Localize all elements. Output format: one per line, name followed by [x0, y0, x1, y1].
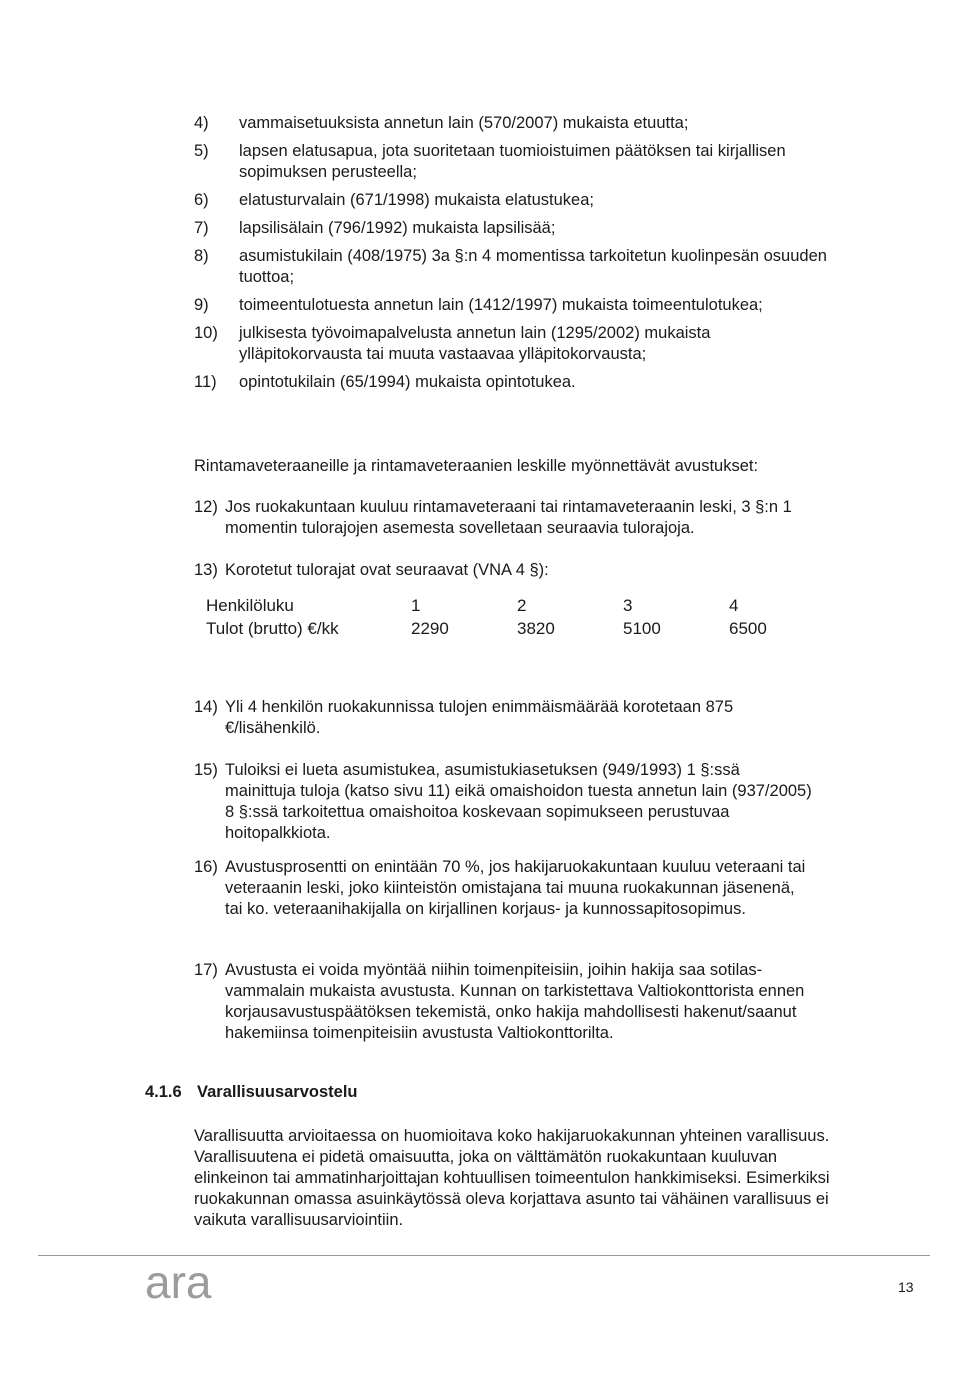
veteran-intro: Rintamaveteraaneille ja rintamaveteraanien leskille myönnettävät avustukset: — [194, 457, 759, 475]
list-item-text: asumistukilain (408/1975) 3a §:n 4 momentissa tarkoitetun kuolinpesän osuuden tuottoa; — [239, 247, 827, 286]
list-item-text: toimeentulotuesta annetun lain (1412/1997) mukaista toimeentulotukea; — [239, 296, 763, 314]
table-header-cell: 3 — [623, 596, 633, 615]
list-item-number: 8) — [194, 247, 209, 265]
page-number: 13 — [898, 1279, 914, 1295]
table-cell: Tulot (brutto) €/kk — [206, 619, 339, 638]
list-item-number: 12) — [194, 498, 218, 516]
list-item — [194, 497, 814, 539]
list-item-number: 5) — [194, 142, 209, 160]
income-exclusions-list — [194, 113, 834, 400]
table-cell: 2290 — [411, 619, 449, 638]
table-cell: 6500 — [729, 619, 767, 638]
list-item-text: julkisesta työvoimapalvelusta annetun lain (1295/2002) mukaista ylläpitokorvausta tai muuta vastaavaa ylläpitokorvausta; — [239, 324, 711, 363]
list-item-number: 6) — [194, 191, 209, 209]
list-item-text: Jos ruokakuntaan kuuluu rintamaveteraani tai rintamaveteraanin leski, 3 §:n 1 momentin tulorajojen asemesta sovelletaan seuraavia tulorajoja. — [225, 498, 792, 537]
list-item-number: 7) — [194, 219, 209, 237]
table-row — [206, 617, 789, 640]
list-item-text: Yli 4 henkilön ruokakunnissa tulojen enimmäismäärää korotetaan 875 €/lisähenkilö. — [225, 698, 734, 737]
table-cell: 3820 — [517, 619, 555, 638]
table-header-cell: 1 — [411, 596, 421, 615]
income-limits-table — [206, 594, 789, 640]
ara-logo — [145, 1256, 217, 1308]
list-item-number: 15) — [194, 761, 218, 779]
list-item-number: 11) — [194, 373, 217, 391]
list-item-number: 17) — [194, 961, 218, 979]
ara-logo-text: ara — [145, 1256, 212, 1308]
list-item — [194, 372, 834, 393]
item-15 — [194, 760, 814, 844]
list-item — [194, 295, 834, 316]
section-heading — [145, 1082, 358, 1103]
item-16 — [194, 857, 814, 920]
table-row — [206, 594, 789, 617]
list-item-text: lapsilisälain (796/1992) mukaista lapsilisää; — [239, 219, 556, 237]
list-item — [194, 560, 814, 581]
table-cell: 5100 — [623, 619, 661, 638]
list-item — [194, 857, 814, 920]
table-header-cell: Henkilöluku — [206, 596, 294, 615]
item-13 — [194, 560, 814, 581]
item-17 — [194, 960, 814, 1044]
list-item — [194, 760, 814, 844]
list-item-text: Avustusprosentti on enintään 70 %, jos hakijaruokakuntaan kuuluu veteraani tai veteraanin leski, joko kiinteistön omistajana tai muuna ruokakunnan jäsenenä, tai ko. veteraanihakijalla on kirjallinen korjaus- ja kunnossapitosopimus. — [225, 858, 806, 918]
list-item-text: Tuloiksi ei lueta asumistukea, asumistukiasetuksen (949/1993) 1 §:ssä mainittuja tuloja (katso sivu 11) eikä omaishoidon tuesta annetun lain (937/2005) 8 §:ssä tarkoitettua omaishoitoa koskevaan sopimukseen perustuvaa hoitopalkkiota. — [225, 761, 812, 842]
table-header-cell: 2 — [517, 596, 527, 615]
list-item-number: 4) — [194, 114, 209, 132]
list-item-text: lapsen elatusapua, jota suoritetaan tuomioistuimen päätöksen tai kirjallisen sopimuksen perusteella; — [239, 142, 786, 181]
list-item-text: Avustusta ei voida myöntää niihin toimenpiteisiin, joihin hakija saa sotilas-vammalain mukaista avustusta. Kunnan on tarkistettava Valtiokonttorista ennen korjausavustuspäätöksen tekemistä, onko hakija mahdollisesti hakenut/saanut hakemiinsa toimenpiteisiin avustusta Valtiokonttorilta. — [225, 961, 805, 1042]
list-item-text: vammaisetuuksista annetun lain (570/2007) mukaista etuutta; — [239, 114, 689, 132]
list-item-number: 9) — [194, 296, 209, 314]
list-item — [194, 218, 834, 239]
list-item-number: 13) — [194, 561, 218, 579]
table-header-cell: 4 — [729, 596, 739, 615]
list-item — [194, 697, 814, 739]
section-title: Varallisuusarvostelu — [197, 1083, 358, 1101]
list-item-text: elatusturvalain (671/1998) mukaista elatustukea; — [239, 191, 594, 209]
list-item-number: 10) — [194, 324, 218, 342]
list-item-text: Korotetut tulorajat ovat seuraavat (VNA 4 §): — [225, 561, 549, 579]
list-item — [194, 190, 834, 211]
item-12 — [194, 497, 814, 539]
list-item — [194, 246, 834, 288]
list-item-number: 16) — [194, 858, 218, 876]
list-item — [194, 323, 834, 365]
list-item — [194, 113, 834, 134]
list-item — [194, 960, 814, 1044]
item-14 — [194, 697, 814, 739]
section-body: Varallisuutta arvioitaessa on huomioitava koko hakijaruokakunnan yhteinen varallisuus. Varallisuutena ei pidetä omaisuutta, joka on välttämätön ruokakuntaan kuuluvan elinkeinon tai ammatinharjoittajan kohtuullisen toimeentulon hankkimiseksi. Esimerkiksi ruokakunnan omassa asuinkäytössä oleva korjattava asunto tai vähäinen varallisuus ei vaikuta varallisuusarviointiin. — [194, 1127, 830, 1229]
list-item — [194, 141, 834, 183]
list-item-number: 14) — [194, 698, 218, 716]
section-number: 4.1.6 — [145, 1083, 182, 1101]
list-item-text: opintotukilain (65/1994) mukaista opintotukea. — [239, 373, 576, 391]
